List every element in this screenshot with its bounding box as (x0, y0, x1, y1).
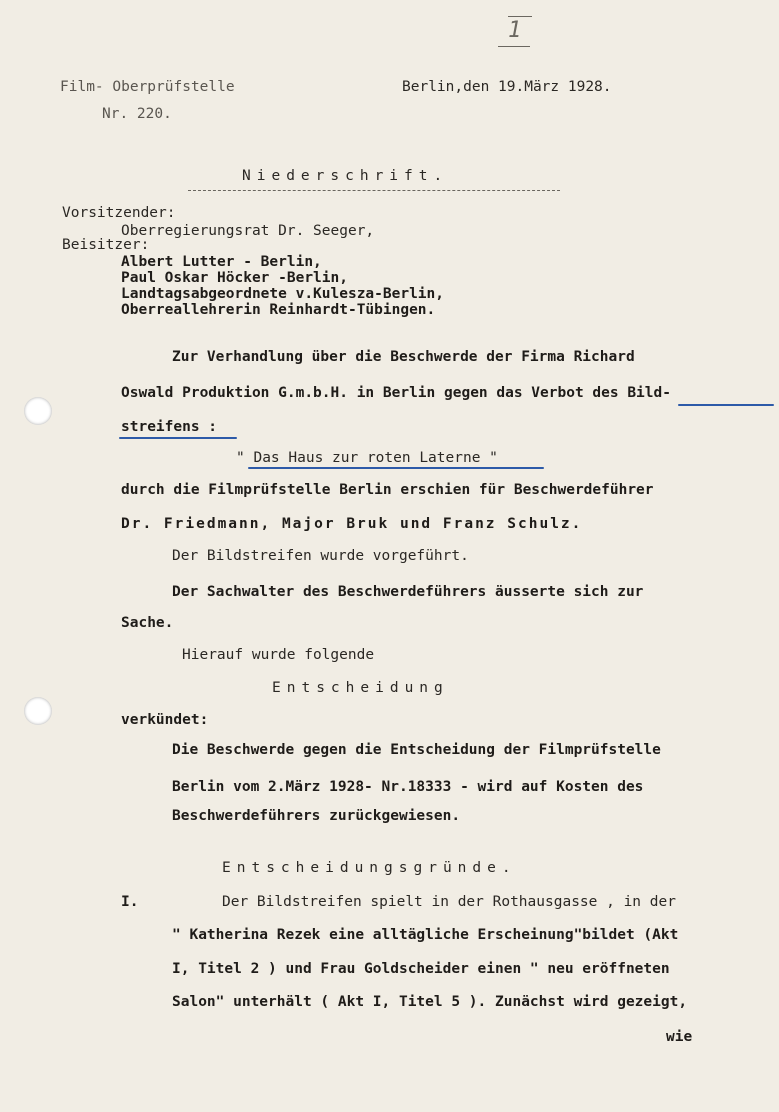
reason-line: Der Bildstreifen spielt in der Rothausgasse , in der (222, 894, 676, 910)
reason-line: " Katherina Rezek eine alltägliche Erscheinung"bildet (Akt (172, 927, 679, 943)
body-line: Der Sachwalter des Beschwerdeführers äusserte sich zur (172, 584, 644, 600)
reason-line: I, Titel 2 ) und Frau Goldscheider einen " neu eröffneten (172, 961, 670, 977)
body-line: durch die Filmprüfstelle Berlin erschien für Beschwerdeführer (121, 482, 654, 498)
assessor-item: Oberreallehrerin Reinhardt-Tübingen. (121, 302, 436, 318)
decision-line: Die Beschwerde gegen die Entscheidung der Filmprüfstelle (172, 742, 661, 758)
document-number: Nr. 220. (102, 106, 172, 122)
place-date: Berlin,den 19.März 1928. (402, 79, 612, 95)
page-number-overline (508, 16, 532, 17)
decision-line: Berlin vom 2.März 1928- Nr.18333 - wird auf Kosten des (172, 779, 644, 795)
body-line: Zur Verhandlung über die Beschwerde der Firma Richard (172, 349, 635, 365)
office-name: Film- Oberprüfstelle (60, 79, 235, 95)
body-line: Sache. (121, 615, 174, 631)
assessor-item: Landtagsabgeordnete v.Kulesza-Berlin, (121, 286, 445, 302)
assessor-item: Albert Lutter - Berlin, (121, 254, 322, 270)
pencil-underline (248, 467, 544, 469)
reason-line: Salon" unterhält ( Akt I, Titel 5 ). Zunächst wird gezeigt, (172, 994, 688, 1010)
reasons-heading: Entscheidungsgründe. (222, 860, 517, 876)
pencil-underline (678, 404, 774, 406)
chair-label: Vorsitzender: (62, 205, 176, 221)
catchword: wie (666, 1029, 693, 1045)
decision-line: Beschwerdeführers zurückgewiesen. (172, 808, 461, 824)
decision-heading: Entscheidung (272, 680, 449, 696)
film-title: " Das Haus zur roten Laterne " (236, 450, 498, 466)
body-line: Dr. Friedmann, Major Bruk und Franz Schulz. (121, 516, 583, 532)
section-marker: I. (121, 894, 139, 910)
body-line: Hierauf wurde folgende (182, 647, 375, 663)
body-line: Der Bildstreifen wurde vorgeführt. (172, 548, 469, 564)
body-line: verkündet: (121, 712, 209, 728)
pencil-underline (119, 437, 237, 439)
body-line: Oswald Produktion G.m.b.H. in Berlin gegen das Verbot des Bild- (121, 385, 671, 401)
assessor-item: Paul Oskar Höcker -Berlin, (121, 270, 348, 286)
body-line: streifens : (121, 419, 218, 435)
assessors-label: Beisitzer: (62, 237, 150, 253)
punch-hole-bottom (24, 697, 52, 725)
page-number: 1 (508, 18, 522, 43)
punch-hole-top (24, 397, 52, 425)
chair-name: Oberregierungsrat Dr. Seeger, (121, 223, 375, 239)
title-divider (188, 190, 560, 191)
page-number-underline (498, 46, 530, 47)
document-title: Niederschrift. (242, 168, 449, 184)
